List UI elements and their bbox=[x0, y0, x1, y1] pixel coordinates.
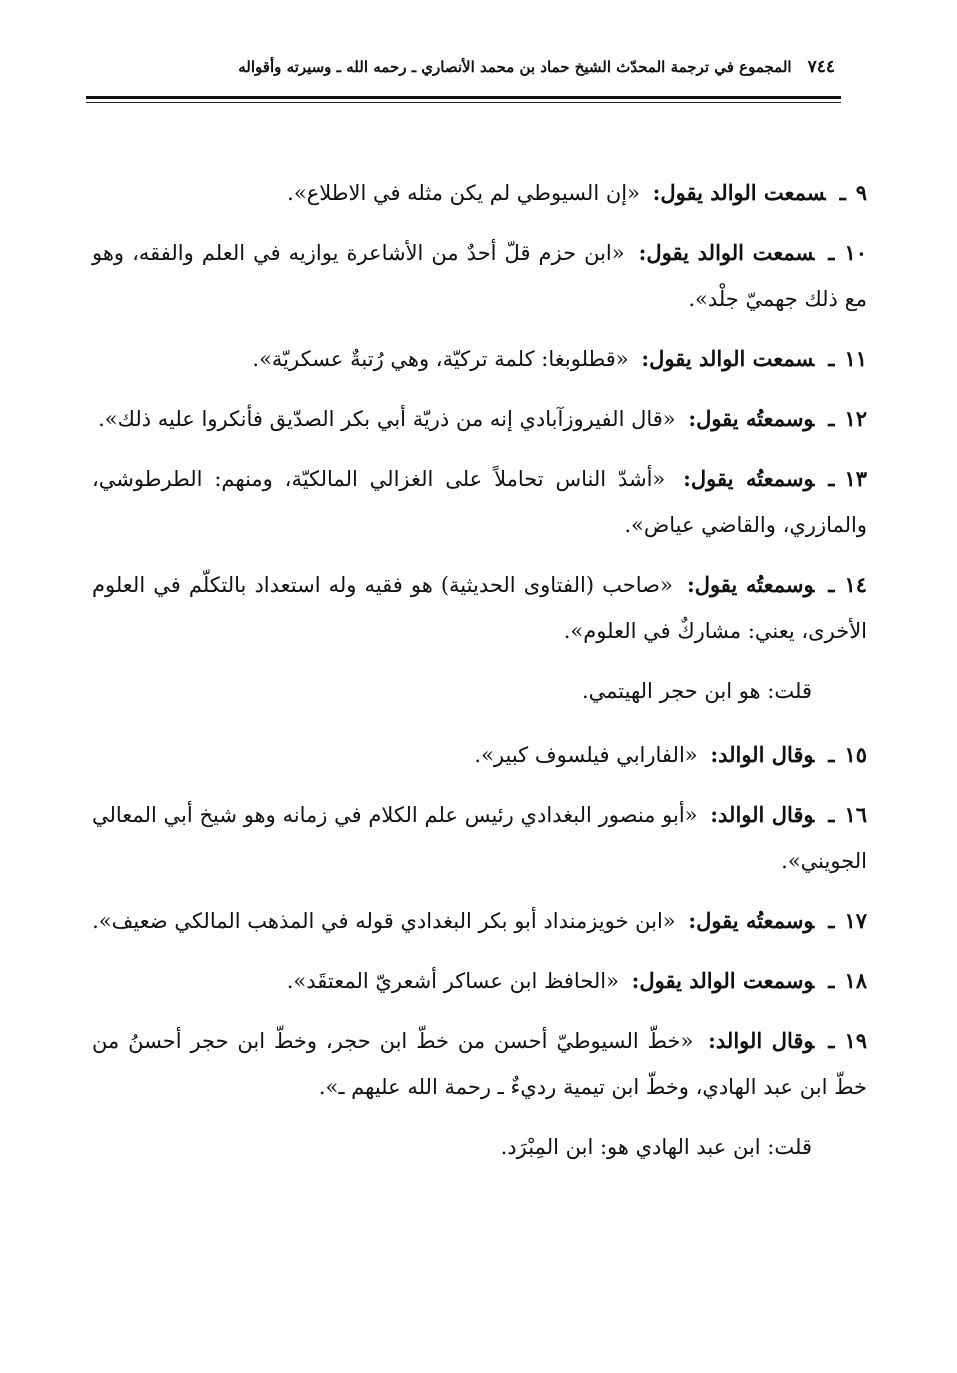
editor-note: قلت: هو ابن حجر الهيتمي. bbox=[581, 679, 812, 703]
header-rule-thick bbox=[86, 96, 841, 99]
entry-12 bbox=[92, 396, 867, 442]
entry-text: «قال الفيروزآبادي إنه من ذريّة أبي بكر الصدّيق فأنكروا عليه ذلك». bbox=[98, 407, 676, 431]
entry-number: ١١ bbox=[844, 346, 867, 371]
entry-13 bbox=[92, 456, 867, 548]
entry-text: «ابن حزم قلّ أحدٌ من الأشاعرة يوازيه في العلم والفقه، وهو مع ذلك جهميّ جلْد». bbox=[92, 241, 867, 311]
header-rule-thin bbox=[86, 102, 841, 103]
entry-11 bbox=[92, 336, 867, 382]
entry-lead: سمعت الوالد يقول: bbox=[641, 346, 815, 371]
entry-dash: ـ bbox=[828, 1028, 835, 1053]
entry-lead: وقال الوالد: bbox=[710, 742, 815, 767]
entry-number: ١٣ bbox=[844, 466, 868, 491]
entry-number: ٩ bbox=[855, 180, 867, 205]
entry-text: «إن السيوطي لم يكن مثله في الاطلاع». bbox=[287, 181, 640, 205]
entry-number: ١٥ bbox=[844, 742, 867, 767]
entry-text: «قطلوبغا: كلمة تركيّة، وهي رُتبةٌ عسكريّة». bbox=[252, 347, 629, 371]
entry-dash: ـ bbox=[828, 406, 835, 431]
entry-number: ١٦ bbox=[844, 802, 867, 827]
entry-15 bbox=[92, 732, 867, 778]
entry-17 bbox=[92, 898, 867, 944]
entry-19 bbox=[92, 1018, 867, 1110]
entry-lead: وسمعت الوالد يقول: bbox=[631, 968, 815, 993]
entry-text: «الحافظ ابن عساكر أشعريّ المعتقَد». bbox=[286, 969, 619, 993]
entry-lead: وقال الوالد: bbox=[710, 802, 815, 827]
entry-number: ١٨ bbox=[844, 968, 867, 993]
entry-number: ١٠ bbox=[844, 240, 867, 265]
entry-dash: ـ bbox=[828, 968, 835, 993]
entry-14 bbox=[92, 562, 867, 654]
entry-dash: ـ bbox=[828, 742, 835, 767]
entry-text: «أبو منصور البغدادي رئيس علم الكلام في زمانه وهو شيخ أبي المعالي الجويني». bbox=[92, 803, 867, 873]
entry-number: ١٩ bbox=[844, 1028, 867, 1053]
entry-lead: وسمعتُه يقول: bbox=[688, 908, 815, 933]
entry-dash: ـ bbox=[828, 572, 835, 597]
entry-18 bbox=[92, 958, 867, 1004]
entry-dash: ـ bbox=[828, 908, 835, 933]
entry-9 bbox=[92, 170, 867, 216]
entry-dash: ـ bbox=[828, 802, 835, 827]
entry-dash: ـ bbox=[828, 466, 835, 491]
entry-dash: ـ bbox=[839, 180, 846, 205]
entry-dash: ـ bbox=[828, 346, 835, 371]
entry-10 bbox=[92, 230, 867, 322]
entry-lead: وسمعتُه يقول: bbox=[688, 406, 815, 431]
entry-lead: وسمعتُه يقول: bbox=[683, 466, 815, 491]
entry-number: ١٤ bbox=[844, 572, 868, 597]
page-body bbox=[92, 170, 867, 1188]
entry-text: «ابن خويزمنداد أبو بكر البغدادي قوله في المذهب المالكي ضعيف». bbox=[92, 909, 676, 933]
entry-text: «الفارابي فيلسوف كبير». bbox=[474, 743, 698, 767]
running-header bbox=[175, 52, 835, 82]
entry-lead: سمعت الوالد يقول: bbox=[638, 240, 815, 265]
entry-lead: سمعت الوالد يقول: bbox=[652, 180, 826, 205]
entry-16 bbox=[92, 792, 867, 884]
entry-lead: وقال الوالد: bbox=[708, 1028, 815, 1053]
running-title: المجموع في ترجمة المحدّث الشيخ حماد بن محمد الأنصاري ـ رحمه الله ـ وسيرته وأقواله bbox=[238, 58, 792, 76]
entry-text: «خطّ السيوطيّ أحسن من خطّ ابن حجر، وخطّ ابن حجر أحسنُ من خطّ ابن عبد الهادي، وخطّ ابن تيمية رديءٌ ـ رحمة الله عليهم ـ». bbox=[92, 1029, 867, 1099]
entry-number: ١٢ bbox=[844, 406, 867, 431]
entry-dash: ـ bbox=[828, 240, 835, 265]
entry-number: ١٧ bbox=[844, 908, 867, 933]
entry-text: «صاحب (الفتاوى الحديثية) هو فقيه وله استعداد بالتكلّم في العلوم الأخرى، يعني: مشاركٌ في العلوم». bbox=[92, 573, 867, 643]
entry-text: «أشدّ الناس تحاملاً على الغزالي المالكيّة، ومنهم: الطرطوشي، والمازري، والقاضي عياض». bbox=[92, 467, 867, 537]
editor-note: قلت: ابن عبد الهادي هو: ابن المِبْرَد. bbox=[500, 1135, 812, 1159]
page-number: ٧٤٤ bbox=[807, 57, 835, 77]
entry-lead: وسمعتُه يقول: bbox=[686, 572, 815, 597]
